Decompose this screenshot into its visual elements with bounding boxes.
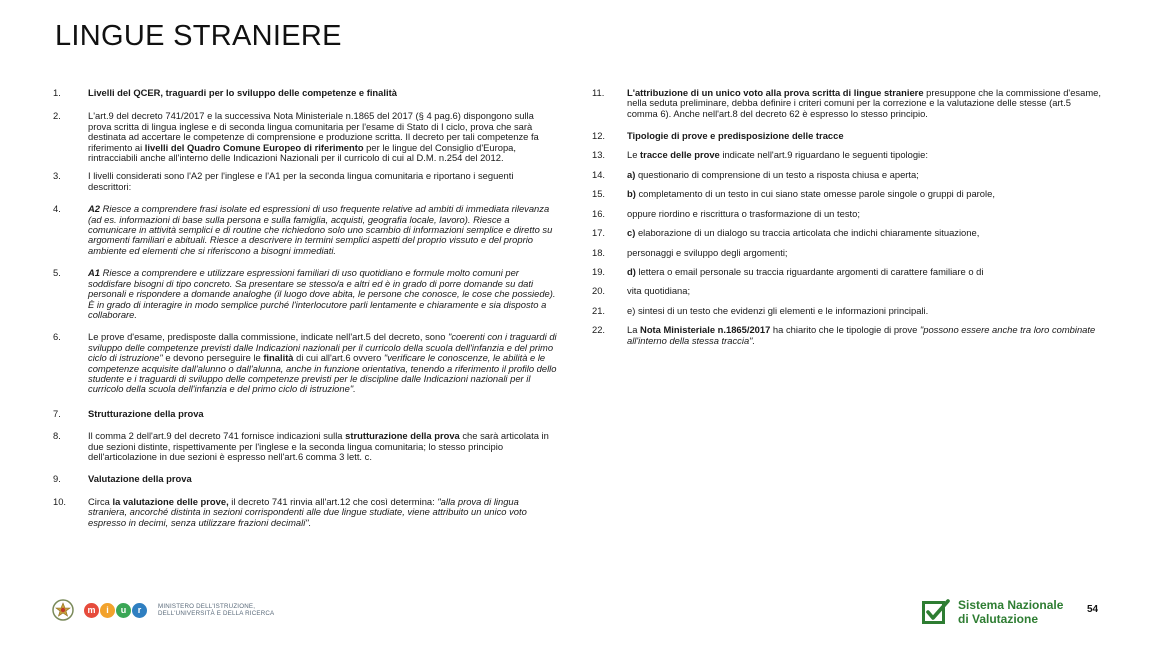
text-run: Livelli del QCER, traguardi per lo sviluppo delle competenze e finalità (88, 87, 397, 98)
item-text (627, 209, 1102, 219)
list-item (53, 431, 558, 462)
italian-republic-emblem-icon (52, 598, 74, 622)
text-run: oppure riordino e riscrittura o trasformazione di un testo; (627, 207, 860, 219)
text-run: Riesce a comprendere frasi isolate ed espressioni di uso frequente relative ad ambiti di immediata rilevanza (ad es. informazioni di base sulla persona e sulla famiglia, acquisti, geografia locale, lavoro). Riesce a comunicare in attività semplici e di routine che richiedono solo uno scambio di informazioni semplice e diretto su argomenti familiari e abituali. Riesce a descrivere in termini semplici aspetti del proprio vissuto e del proprio ambiente ed elementi che si riferiscono a bisogni immediati. (88, 203, 553, 256)
item-text (627, 248, 1102, 258)
item-text (627, 325, 1102, 346)
item-text (627, 131, 1102, 141)
left-column (53, 88, 558, 528)
item-number: 22. (592, 324, 606, 336)
text-run: indicate nell'art.9 riguardano le seguenti tipologie: (719, 148, 928, 160)
text-run: A1 (88, 267, 100, 279)
list-item (592, 248, 1102, 258)
list-item (53, 474, 558, 484)
item-text (627, 88, 1102, 119)
text-run: A2 (88, 203, 100, 215)
text-run: Nota Ministeriale n.1865/2017 (640, 324, 771, 336)
list-item (592, 189, 1102, 199)
list-item (592, 306, 1102, 316)
text-run: completamento di un testo in cui siano state omesse parole singole o gruppi di parole, (635, 188, 995, 200)
text-run: Riesce a comprendere e utilizzare espressioni familiari di uso quotidiano e formule molto comuni per soddisfare bisogni di tipo concreto. Sa presentare se stesso/a e altri ed è in grado di porre domande su dati personali e rispondere a domande analoghe (il luogo dove abita, le persone che conosce, le cose che possiede). È in grado di interagire in modo semplice purché l'interlocutore parli lentamente e chiaramente e sia disposto a collaborare. (88, 267, 556, 320)
text-run: e) sintesi di un testo che evidenzi gli elementi e le informazioni principali. (627, 304, 929, 316)
text-run: I livelli considerati sono l'A2 per l'inglese e l'A1 per la seconda lingua comunitaria e riportano i seguenti descrittori: (88, 170, 514, 192)
item-number: 11. (592, 87, 605, 98)
text-run: finalità (263, 352, 294, 364)
item-number: 3. (53, 170, 61, 182)
text-run: La (627, 324, 641, 336)
text-run: Le (627, 148, 641, 160)
item-number: 16. (592, 207, 606, 219)
item-number: 21. (592, 304, 606, 316)
text-run: Le prove d'esame, predisposte dalla commissione, indicate nell'art.5 del decreto, sono (88, 331, 449, 343)
text-run: livelli del Quadro Comune Europeo di riferimento (144, 141, 364, 153)
text-run: b) (627, 188, 636, 200)
item-text (627, 189, 1102, 199)
item-number: 15. (592, 188, 606, 200)
list-item (592, 228, 1102, 238)
text-run: "verificare le conoscenze, le abilità e le competenze acquisite dall'alunno o dall'alunna, anche in funzione orientativa, tenendo a riferimento il profilo dello studente e i traguardi di sviluppo delle competenze previsti per le discipline dalle Indicazioni nazionali per il curricolo della scuola dell'infanzia e del primo ciclo di istruzione". (88, 352, 557, 395)
item-number: 17. (592, 227, 606, 239)
list-item (53, 171, 558, 192)
text-run: di cui all'art.6 ovvero (293, 352, 384, 364)
text-run: c) (627, 227, 636, 239)
checkmark-icon (922, 599, 950, 625)
ministry-name (158, 603, 274, 618)
text-run: il decreto 741 rinvia all'art.12 che così determina: (228, 495, 438, 507)
text-run: "possono essere anche tra loro combinate all'interno della stessa traccia". (627, 324, 1096, 346)
list-item (53, 268, 558, 320)
item-number: 8. (53, 430, 61, 442)
item-text (627, 228, 1102, 238)
item-text (88, 88, 558, 98)
text-run: a) (627, 169, 636, 181)
item-text (88, 332, 558, 394)
item-number: 1. (53, 87, 61, 98)
item-number: 13. (592, 148, 606, 160)
text-run: Valutazione della prova (88, 473, 192, 485)
text-run: che sarà articolata in due sezioni distinte, rispettivamente per l'inglese e la seconda lingua comunitaria; lo stesso principio dell'articolazione in due sezioni è espresso nell'art.6 comma 3 lett. c. (88, 430, 549, 462)
text-run: presuppone che la commissione d'esame, nella seduta preliminare, debba definire i criteri comuni per la correzione e la valutazione delle stesse (art.5 comma 6). Anche nell'art.8 del decreto 62 è espresso lo stesso principio. (627, 87, 1101, 119)
text-run: L'attribuzione di un unico voto alla prova scritta di lingue straniere (627, 87, 924, 98)
snv-text (958, 598, 1063, 626)
item-number: 4. (53, 203, 61, 215)
text-run: la valutazione delle prove, (112, 495, 229, 507)
item-text (88, 111, 558, 163)
list-item (53, 88, 558, 98)
text-run: e devono perseguire le (162, 352, 264, 364)
item-text (627, 306, 1102, 316)
list-item (592, 267, 1102, 277)
list-item (592, 131, 1102, 141)
text-run: elaborazione di un dialogo su traccia articolata che indichi chiaramente situazione, (635, 227, 980, 239)
item-text (88, 268, 558, 320)
page-number: 54 (1087, 604, 1099, 615)
list-item (592, 88, 1102, 119)
text-run: "coerenti con i traguardi di sviluppo delle competenze previsti dalle Indicazioni nazionali per il curricolo della scuola dell'infanzia e del primo ciclo di istruzione" (88, 331, 557, 364)
ministry-line-1: MINISTERO DELL'ISTRUZIONE, (158, 602, 256, 610)
list-item (592, 325, 1102, 346)
text-run: Il comma 2 dell'art.9 del decreto 741 fornisce indicazioni sulla (88, 430, 346, 442)
text-run: Strutturazione della prova (88, 407, 204, 419)
item-number: 12. (592, 130, 606, 142)
list-item (53, 111, 558, 163)
item-text (88, 409, 558, 419)
list-item (53, 497, 558, 528)
text-run: vita quotidiana; (627, 285, 691, 297)
text-run: Circa (88, 495, 113, 507)
text-run: Tipologie di prove e predisposizione delle tracce (627, 130, 844, 142)
miur-letter: r (132, 603, 147, 618)
snv-line-1: Sistema Nazionale (958, 598, 1064, 612)
text-run: tracce delle prove (640, 148, 720, 160)
list-item (53, 409, 558, 419)
item-number: 20. (592, 285, 606, 297)
item-text (627, 267, 1102, 277)
list-item (592, 286, 1102, 296)
text-run: "alla prova di lingua straniera, ancorché distinta in sezioni corrispondenti alle due lingue studiate, viene attribuito un unico voto espresso in decimi, senza utilizzare frazioni decimali". (88, 495, 527, 528)
item-number: 2. (53, 110, 61, 122)
right-column (592, 88, 1102, 346)
item-text (88, 497, 558, 528)
text-run: L'art.9 del decreto 741/2017 e la successiva Nota Ministeriale n.1865 del 2017 (§ 4 pag.6) dispongono sulla prova scritta di lingua inglese e di seconda lingua comunitaria per l'esame di Stato di I ciclo, prova che sarà destinata ad accertare le competenze di comprensione e produzione scritta. Il decreto per tali competenze fa riferimento ai (88, 110, 539, 153)
text-run: d) (627, 266, 636, 278)
miur-logo (84, 603, 148, 618)
item-text (88, 204, 558, 256)
page-title: LINGUE STRANIERE (55, 20, 342, 52)
miur-letter: i (100, 603, 115, 618)
text-run: ha chiarito che le tipologie di prove (770, 324, 920, 336)
text-run: questionario di comprensione di un testo a risposta chiusa e aperta; (635, 169, 919, 181)
ministry-footer (52, 597, 274, 623)
miur-letter: m (84, 603, 99, 618)
text-run: personaggi e sviluppo degli argomenti; (627, 246, 788, 258)
item-text (627, 150, 1102, 160)
list-item (592, 209, 1102, 219)
snv-line-2: di Valutazione (958, 612, 1039, 626)
item-text (88, 431, 558, 462)
item-number: 14. (592, 169, 606, 181)
item-text (627, 286, 1102, 296)
item-number: 18. (592, 246, 606, 258)
list-item (592, 170, 1102, 180)
text-run: strutturazione della prova (345, 430, 460, 442)
item-text (88, 474, 558, 484)
item-number: 10. (53, 495, 67, 507)
item-number: 7. (53, 407, 61, 419)
text-run: lettera o email personale su traccia riguardante argomenti di carattere familiare o di (635, 266, 984, 278)
list-item (592, 150, 1102, 160)
list-item (53, 332, 558, 394)
list-item (53, 204, 558, 256)
item-text (88, 171, 558, 192)
snv-logo (922, 598, 1063, 626)
item-number: 19. (592, 266, 606, 278)
item-text (627, 170, 1102, 180)
item-number: 9. (53, 473, 61, 485)
item-number: 5. (53, 267, 61, 279)
text-run: per le lingue del Consiglio d'Europa, rintracciabili anche all'interno delle Indicazioni Nazionali per il curricolo di cui al D.M. n.254 del 2012. (88, 141, 516, 164)
miur-letter: u (116, 603, 131, 618)
item-number: 6. (53, 331, 61, 343)
ministry-line-2: DELL'UNIVERSITÀ E DELLA RICERCA (158, 610, 275, 617)
